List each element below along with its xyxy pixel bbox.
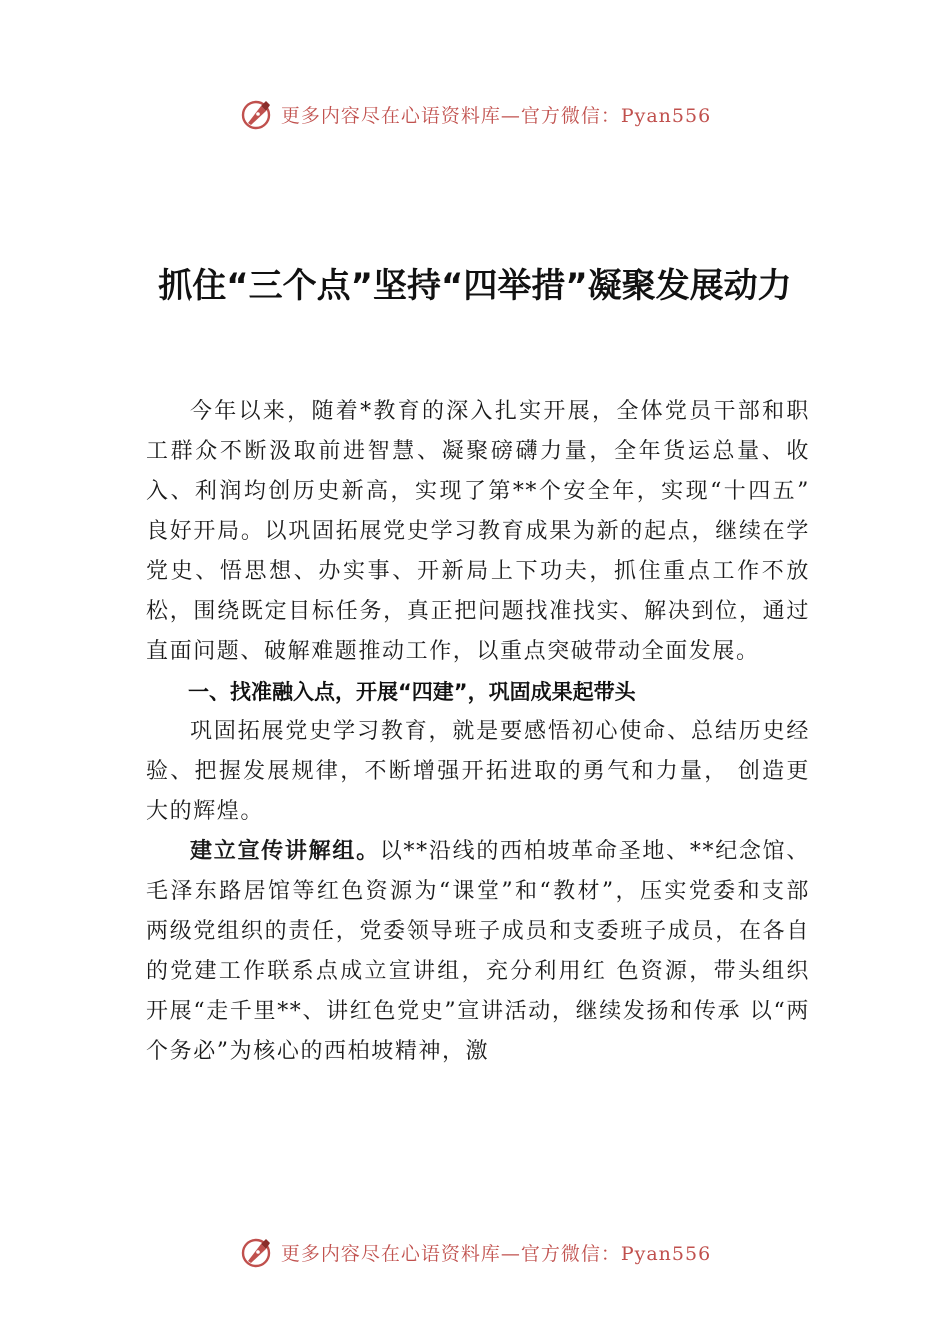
watermark-text: 更多内容尽在心语资料库—官方微信：Pyan556: [280, 1242, 712, 1265]
watermark-text: 更多内容尽在心语资料库—官方微信：Pyan556: [280, 104, 712, 127]
item-lead: 建立宣传讲解组。: [190, 839, 380, 864]
intro-paragraph: 今年以来，随着*教育的深入扎实开展，全体党员干部和职工群众不断汲取前进智慧、凝聚磅礴力量，全年货运总量、收入、利润均创历史新高，实现了第**个安全年，实现“十四五” 良好开局。以巩固拓展党史学习教育成果为新的起点，继续在学党史、悟思想、办实事、开新局上下功夫，抓住重点工作不放松，围绕既定目标任务，真正把问题找准找实、解决到位，通过直面问题、破解难题推动工作，以重点突破带动全面发展。: [146, 399, 810, 664]
document-body: [146, 392, 810, 1072]
section-heading: 一、找准融入点，开展“四建”，巩固成果起带头: [188, 680, 636, 704]
footer-watermark: [0, 1232, 950, 1272]
pen-nib-logo-icon: [239, 1234, 275, 1270]
item-paragraph: [146, 832, 810, 1072]
header-watermark: [0, 94, 950, 134]
document-title: 抓住“三个点”坚持“四举措”凝聚发展动力: [158, 266, 792, 306]
pen-nib-logo-icon: [239, 96, 275, 132]
item-text: 以**沿线的西柏坡革命圣地、**纪念馆、毛泽东路居馆等红色资源为“课堂”和“教材”，压实党委和支部两级党组织的责任，党委领导班子成员和支委班子成员，在各自的党建工作联系点成立宣讲组，充分利用红 色资源，带头组织开展“走千里**、讲红色党史”宣讲活动，继续发扬和传承 以“两个务必”为核心的西柏坡精神，激: [146, 839, 810, 1064]
section-paragraph: 巩固拓展党史学习教育，就是要感悟初心使命、总结历史经验、把握发展规律，不断增强开拓进取的勇气和力量， 创造更大的辉煌。: [146, 719, 810, 824]
